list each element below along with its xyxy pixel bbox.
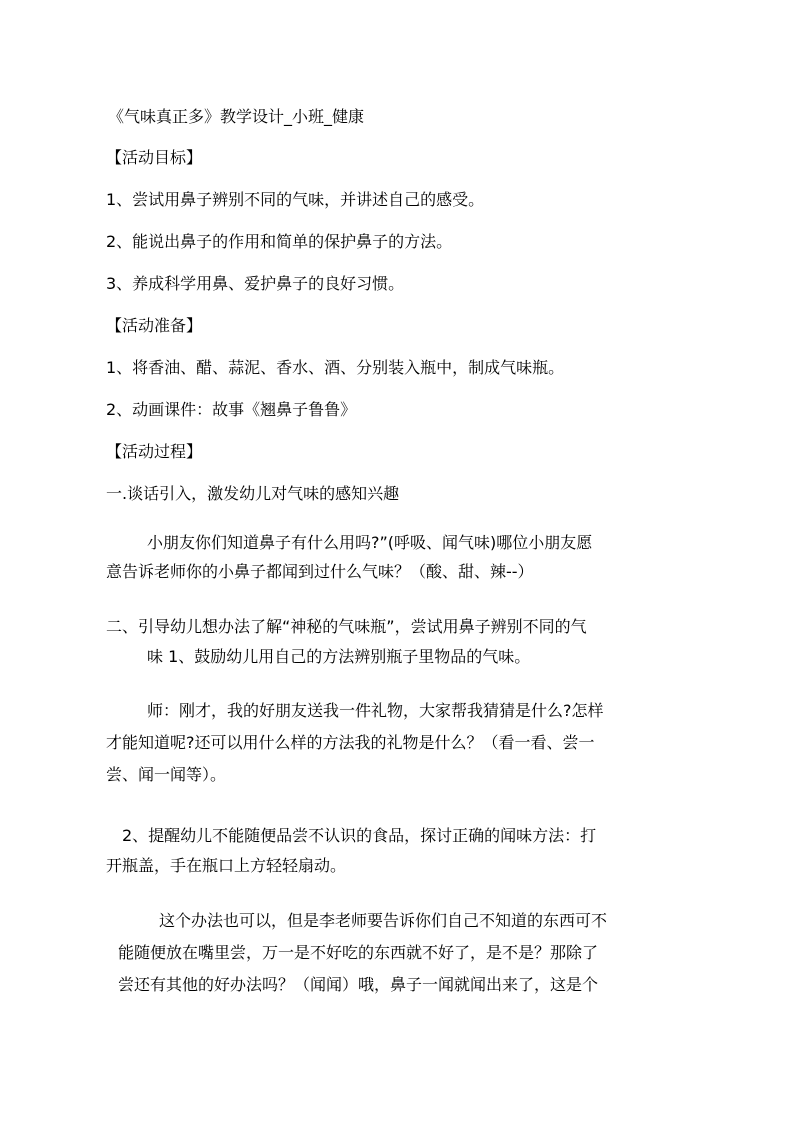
step2-sub-line-2: 开瓶盖，手在瓶口上方轻轻扇动。 [106, 856, 347, 875]
step2-sub-para-line-1: 这个办法也可以，但是李老师要告诉你们自己不知道的东西可不 [159, 911, 608, 930]
prep-item-2: 2、动画课件：故事《翘鼻子鲁鲁》 [106, 400, 357, 419]
process-heading: 【活动过程】 [106, 442, 203, 461]
goal-item-2: 2、能说出鼻子的作用和简单的保护鼻子的方法。 [106, 232, 453, 251]
goal-item-1: 1、尝试用鼻子辨别不同的气味，并讲述自己的感受。 [106, 190, 485, 209]
step2-para-line-1: 师：刚才，我的好朋友送我一件礼物，大家帮我猜猜是什么?怎样 [147, 701, 604, 720]
prep-item-1: 1、将香油、醋、蒜泥、香水、酒、分别装入瓶中，制成气味瓶。 [106, 358, 565, 377]
step1-para-line-1: 小朋友你们知道鼻子有什么用吗?”(呼吸、闻气味)哪位小朋友愿 [147, 533, 593, 552]
step2-sub-line-1: 2、提醒幼儿不能随便品尝不认识的食品，探讨正确的闻味方法：打 [122, 826, 597, 845]
step2-title-line-1: 二、引导幼儿想办法了解“神秘的气味瓶”，尝试用鼻子辨别不同的气 [106, 617, 587, 636]
step2-para-line-3: 尝、闻一闻等）。 [106, 765, 227, 784]
goal-heading: 【活动目标】 [106, 148, 203, 167]
step2-sub-para-line-2: 能随便放在嘴里尝，万一是不好吃的东西就不好了，是不是？那除了 [118, 943, 599, 962]
goal-item-3: 3、养成科学用鼻、爱护鼻子的良好习惯。 [106, 274, 405, 293]
step1-para-line-2: 意告诉老师你的小鼻子都闻到过什么气味？（酸、甜、辣--） [106, 562, 534, 581]
step2-title-line-2: 味 1、鼓励幼儿用自己的方法辨别瓶子里物品的气味。 [147, 647, 531, 666]
document-title: 《气味真正多》教学设计_小班_健康 [108, 107, 365, 126]
step2-sub-para-line-3: 尝还有其他的好办法吗？（闻闻）哦，鼻子一闻就闻出来了，这是个 [118, 975, 599, 994]
step2-para-line-2: 才能知道呢?还可以用什么样的方法我的礼物是什么？（看一看、尝一 [106, 733, 595, 752]
step1-title: 一.谈话引入，激发幼儿对气味的感知兴趣 [106, 484, 400, 503]
prep-heading: 【活动准备】 [106, 316, 203, 335]
